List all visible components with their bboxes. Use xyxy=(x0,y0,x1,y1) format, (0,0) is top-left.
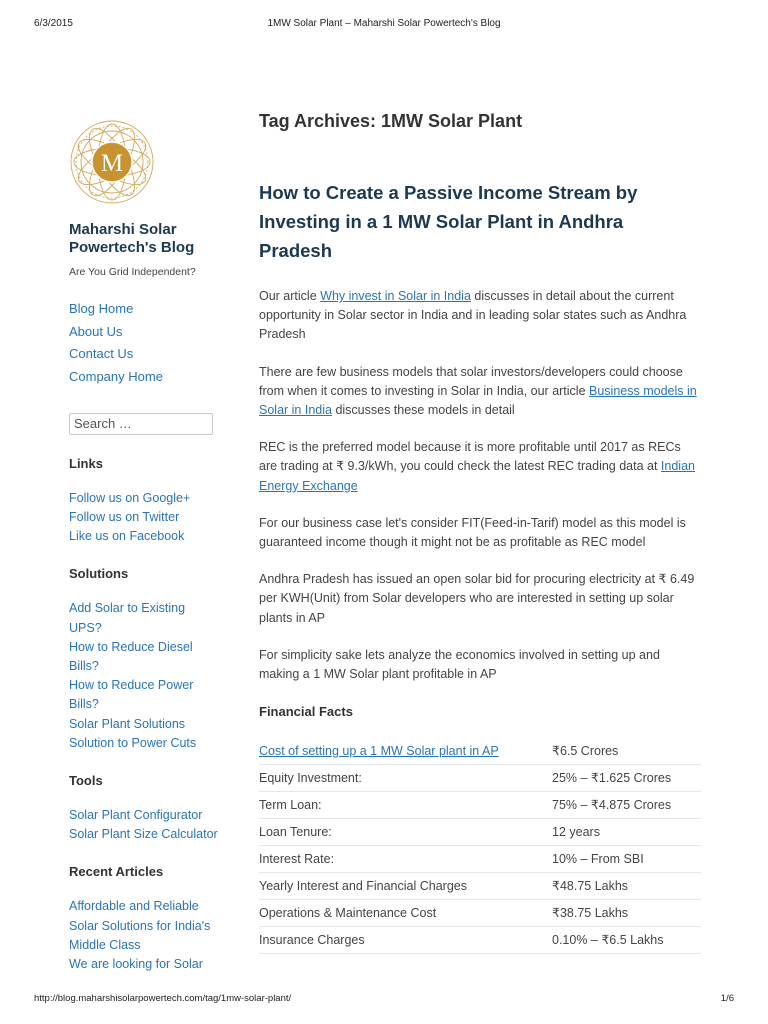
link-google-plus[interactable]: Follow us on Google+ xyxy=(69,490,191,505)
print-date: 6/3/2015 xyxy=(34,18,73,29)
fact-value: 10% – From SBI xyxy=(550,845,701,872)
recent-article-link[interactable]: Affordable and Reliable Solar Solutions for India's Middle Class xyxy=(69,899,211,952)
links-widget xyxy=(69,456,219,547)
paragraph: For our business case let's consider FIT(Feed-in-Tarif) model as this model is guaranteed income though it might not be as profitable as REC model xyxy=(259,515,686,550)
solution-link[interactable]: Add Solar to Existing UPS? xyxy=(69,601,186,635)
recent-article-link[interactable]: We are looking for Solar xyxy=(69,957,203,972)
fact-label: Interest Rate: xyxy=(259,845,550,872)
main-content xyxy=(259,108,701,954)
tool-link[interactable]: Solar Plant Configurator xyxy=(69,808,203,823)
business-models-link[interactable]: Business models in Solar in India xyxy=(259,383,697,418)
print-url: http://blog.maharshisolarpowertech.com/tag/1mw-solar-plant/ xyxy=(34,993,292,1004)
post-title[interactable]: How to Create a Passive Income Stream by Investing in a 1 MW Solar Plant in Andhra Pradesh xyxy=(259,182,638,261)
paragraph: Andhra Pradesh has issued an open solar bid for procuring electricity at ₹ 6.49 per KWH(Unit) from Solar developers who are interested in setting up solar plants in AP xyxy=(259,572,695,625)
site-logo[interactable] xyxy=(68,118,156,206)
print-page-number: 1/6 xyxy=(720,993,734,1004)
fact-value: 75% – ₹4.875 Crores xyxy=(550,791,701,818)
logo-letter: M xyxy=(100,150,124,177)
fact-value: ₹6.5 Crores xyxy=(550,737,701,764)
primary-nav xyxy=(69,298,219,389)
links-title: Links xyxy=(69,455,103,471)
recent-articles-title: Recent Articles xyxy=(69,864,164,880)
nav-company-home[interactable]: Company Home xyxy=(69,369,163,385)
print-header xyxy=(0,18,768,32)
paragraph: REC is the preferred model because it is more profitable until 2017 as RECs are trading at ₹ 9.3/kWh, you could check the latest REC trading data at Indian Energy Exchange xyxy=(259,440,695,493)
table-row xyxy=(259,818,701,845)
paragraph: There are few business models that solar investors/developers could choose from when it comes to investing in Solar in India, our article Business models in Solar in India discusses these models in detail xyxy=(259,364,697,418)
paragraph: For simplicity sake lets analyze the economics involved in setting up and making a 1 MW Solar plant profitable in AP xyxy=(259,647,660,682)
fact-label: Insurance Charges xyxy=(259,926,550,953)
why-invest-link[interactable]: Why invest in Solar in India xyxy=(320,289,471,303)
table-row xyxy=(259,926,701,953)
solution-link[interactable]: How to Reduce Diesel Bills? xyxy=(69,639,193,674)
site-description: Are You Grid Independent? xyxy=(69,266,196,278)
link-twitter[interactable]: Follow us on Twitter xyxy=(69,510,180,525)
fact-label: Yearly Interest and Financial Charges xyxy=(259,872,550,899)
archive-title: Tag Archives: 1MW Solar Plant xyxy=(259,111,523,131)
sidebar xyxy=(69,118,219,974)
solution-link[interactable]: Solar Plant Solutions xyxy=(69,716,186,731)
tool-link[interactable]: Solar Plant Size Calculator xyxy=(69,827,218,842)
search-input[interactable] xyxy=(69,413,213,435)
table-row xyxy=(259,764,701,791)
solutions-widget xyxy=(69,566,219,753)
tools-widget xyxy=(69,773,219,844)
fact-label: Operations & Maintenance Cost xyxy=(259,899,550,926)
nav-contact-us[interactable]: Contact Us xyxy=(69,346,134,362)
fact-value: ₹48.75 Lakhs xyxy=(550,872,701,899)
table-row xyxy=(259,845,701,872)
fact-label: Term Loan: xyxy=(259,791,550,818)
link-facebook[interactable]: Like us on Facebook xyxy=(69,529,185,544)
nav-blog-home[interactable]: Blog Home xyxy=(69,301,134,316)
financial-facts-table xyxy=(259,737,701,954)
table-row xyxy=(259,737,701,764)
fact-value: 25% – ₹1.625 Crores xyxy=(550,764,701,791)
fact-value: 0.10% – ₹6.5 Lakhs xyxy=(550,926,701,953)
print-title: 1MW Solar Plant – Maharshi Solar Powertech's Blog xyxy=(267,18,501,29)
table-row xyxy=(259,899,701,926)
solution-link[interactable]: How to Reduce Power Bills? xyxy=(69,678,194,712)
fact-label: Equity Investment: xyxy=(259,764,550,791)
tools-title: Tools xyxy=(69,773,103,789)
fact-value: 12 years xyxy=(550,818,701,845)
recent-articles-widget xyxy=(69,864,219,974)
site-title[interactable]: Maharshi Solar Powertech's Blog xyxy=(69,221,195,256)
paragraph: Our article Why invest in Solar in India discusses in detail about the current opportunity in Solar sector in India and in leading solar states such as Andhra Pradesh xyxy=(259,289,687,342)
nav-about-us[interactable]: About Us xyxy=(69,323,123,339)
fact-value: ₹38.75 Lakhs xyxy=(550,899,701,926)
print-footer xyxy=(0,993,768,1007)
cost-link[interactable]: Cost of setting up a 1 MW Solar plant in AP xyxy=(259,743,499,758)
energy-exchange-link[interactable]: Indian Energy Exchange xyxy=(259,459,695,493)
solution-link[interactable]: Solution to Power Cuts xyxy=(69,735,197,750)
fact-label xyxy=(259,737,550,764)
solutions-title: Solutions xyxy=(69,566,129,582)
fact-label: Loan Tenure: xyxy=(259,818,550,845)
table-row xyxy=(259,872,701,899)
financial-facts-heading: Financial Facts xyxy=(259,704,353,720)
table-row xyxy=(259,791,701,818)
